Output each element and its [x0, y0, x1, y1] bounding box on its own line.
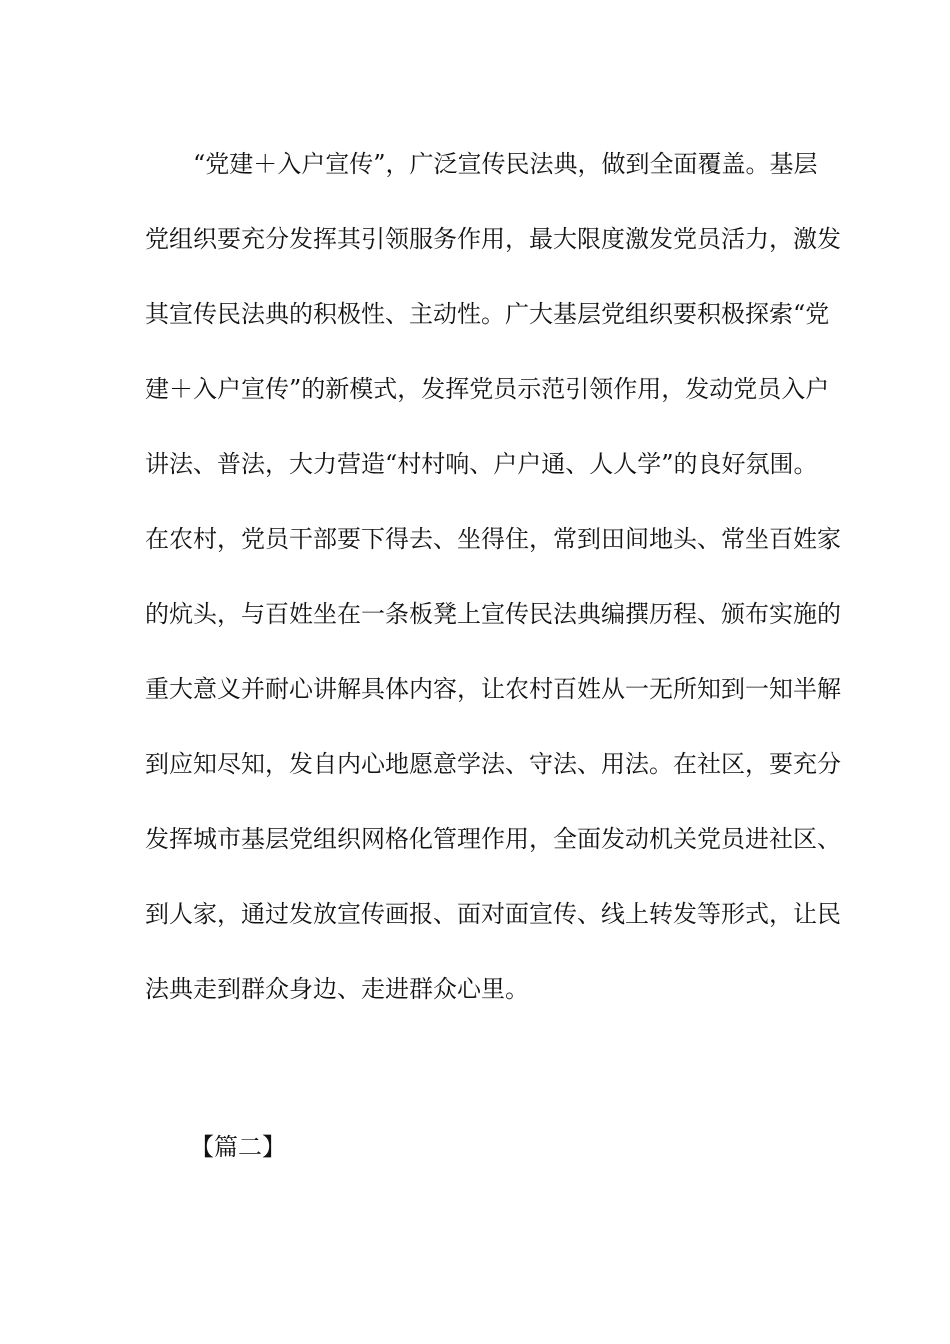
paragraph-line: 发挥城市基层党组织网格化管理作用，全面发动机关党员进社区、: [145, 825, 841, 853]
paragraph-line: 重大意义并耐心讲解具体内容，让农村百姓从一无所知到一知半解: [145, 675, 841, 703]
paragraph-line: 其宣传民法典的积极性、主动性。广大基层党组织要积极探索“党: [145, 300, 830, 328]
section-heading: 【篇二】: [190, 1133, 286, 1161]
paragraph-line: 到人家，通过发放宣传画报、面对面宣传、线上转发等形式，让民: [145, 900, 841, 928]
paragraph-line: 到应知尽知，发自内心地愿意学法、守法、用法。在社区，要充分: [145, 750, 841, 778]
paragraph-line: 讲法、普法，大力营造“村村响、户户通、人人学”的良好氛围。: [145, 450, 818, 478]
paragraph-line: 党组织要充分发挥其引领服务作用，最大限度激发党员活力，激发: [145, 225, 841, 253]
paragraph-line: “党建＋入户宣传”，广泛宣传民法典，做到全面覆盖。基层: [193, 150, 818, 178]
paragraph-line: 在农村，党员干部要下得去、坐得住，常到田间地头、常坐百姓家: [145, 525, 841, 553]
paragraph-line: 法典走到群众身边、走进群众心里。: [145, 975, 529, 1003]
paragraph-line: 的炕头，与百姓坐在一条板凳上宣传民法典编撰历程、颁布实施的: [145, 600, 841, 628]
body-paragraph: [145, 127, 841, 1027]
paragraph-line: 建＋入户宣传”的新模式，发挥党员示范引领作用，发动党员入户: [145, 375, 830, 403]
